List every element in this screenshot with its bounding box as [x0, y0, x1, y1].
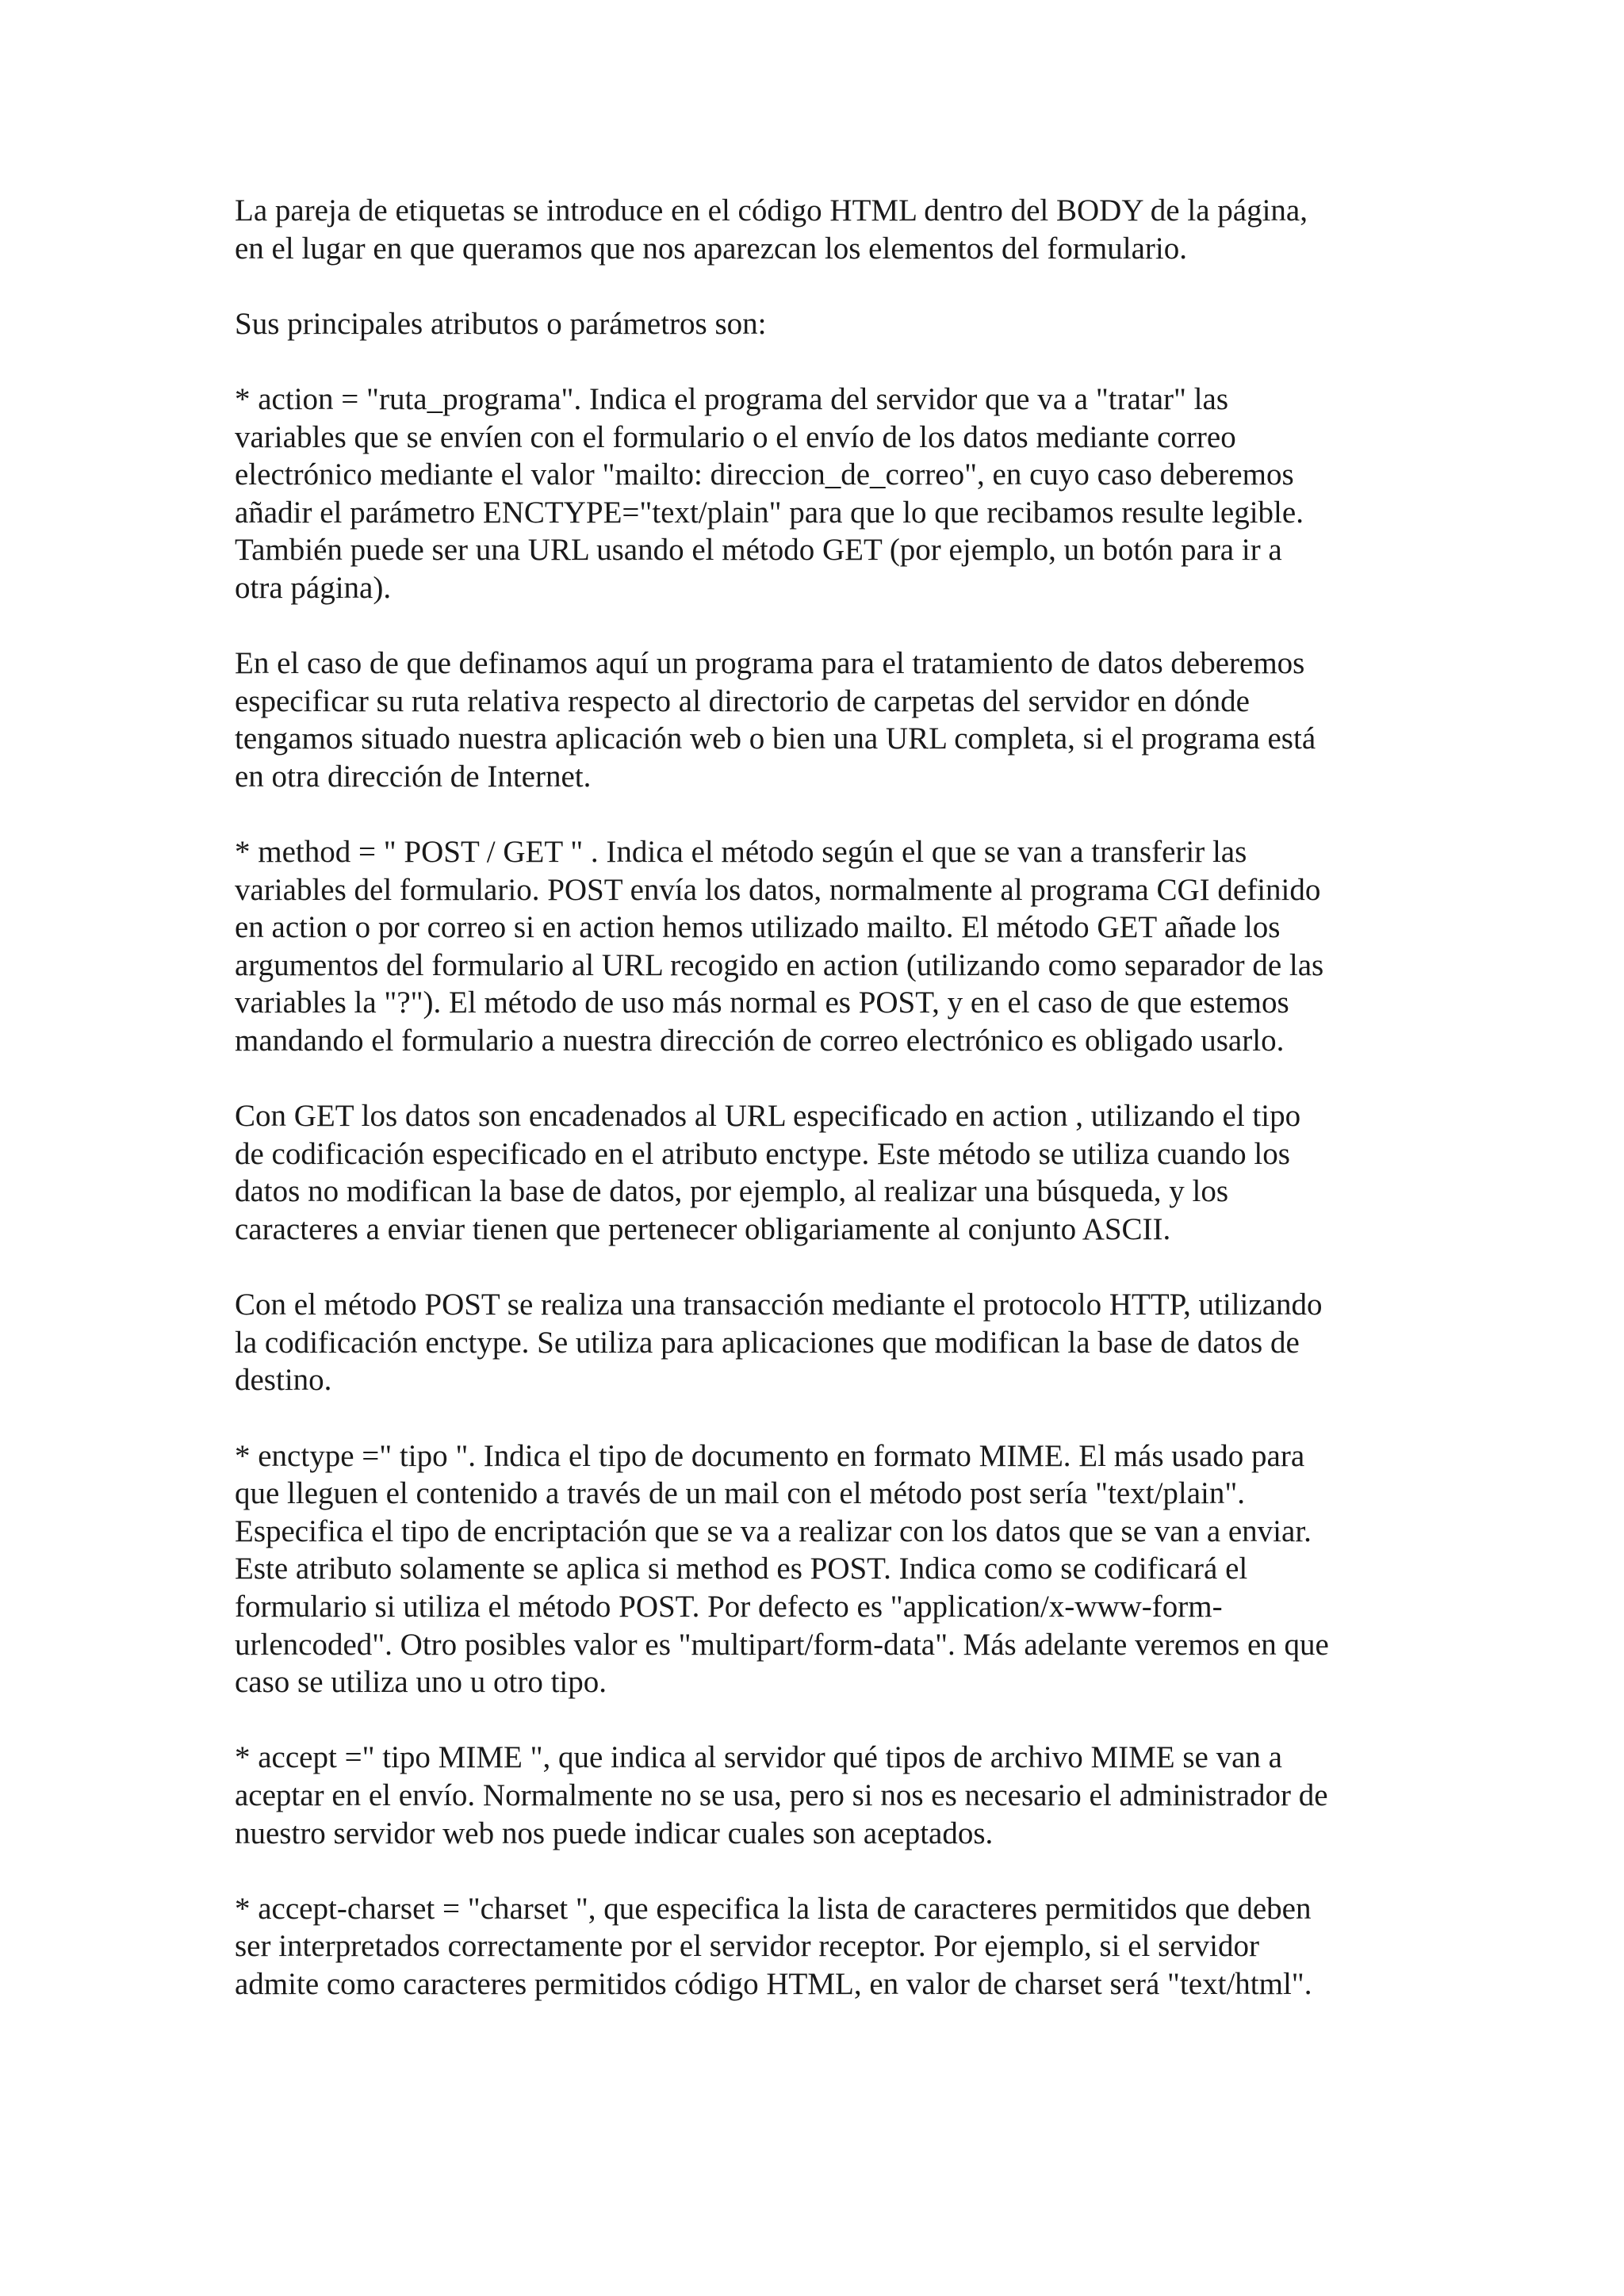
paragraph [235, 1739, 1424, 1852]
paragraph-line: Sus principales atributos o parámetros son: [235, 306, 767, 341]
paragraph-line: Con GET los datos son encadenados al URL especificado en action , utilizando el tipo [235, 1099, 1301, 1134]
paragraph [235, 833, 1424, 1060]
paragraph-line: * enctype =" tipo ". Indica el tipo de documento en formato MIME. El más usado para [235, 1438, 1305, 1473]
paragraph-line: En el caso de que definamos aquí un programa para el tratamiento de datos deberemos [235, 646, 1305, 681]
paragraph-line: en action o por correo si en action hemos utilizado mailto. El método GET añade los [235, 910, 1281, 945]
paragraph-line: en el lugar en que queramos que nos aparezcan los elementos del formulario. [235, 231, 1187, 266]
paragraph-line: que lleguen el contenido a través de un mail con el método post sería "text/plain". [235, 1476, 1246, 1511]
paragraph-line: de codificación especificado en el atributo enctype. Este método se utiliza cuando los [235, 1136, 1290, 1171]
paragraph-line: variables la "?"). El método de uso más normal es POST, y en el caso de que estemos [235, 985, 1289, 1020]
paragraph [235, 645, 1424, 795]
paragraph-line: datos no modifican la base de datos, por ejemplo, al realizar una búsqueda, y los [235, 1174, 1229, 1209]
paragraph-line: nuestro servidor web nos puede indicar cuales son aceptados. [235, 1816, 994, 1850]
paragraph-line: variables del formulario. POST envía los datos, normalmente al programa CGI definido [235, 872, 1321, 907]
paragraph-line: La pareja de etiquetas se introduce en el código HTML dentro del BODY de la página, [235, 193, 1308, 228]
paragraph [235, 192, 1424, 267]
paragraph-line: formulario si utiliza el método POST. Por defecto es "application/x-www-form- [235, 1589, 1223, 1624]
paragraph-line: * method = " POST / GET " . Indica el método según el que se van a transferir las [235, 835, 1247, 870]
paragraph-line: destino. [235, 1363, 332, 1398]
paragraph-line: la codificación enctype. Se utiliza para aplicaciones que modifican la base de datos de [235, 1325, 1300, 1360]
paragraph-line: argumentos del formulario al URL recogido en action (utilizando como separador de las [235, 947, 1324, 982]
paragraph [235, 1437, 1424, 1701]
paragraph-line: * accept-charset = "charset ", que especifica la lista de caracteres permitidos que deben [235, 1891, 1312, 1926]
paragraph-line: mandando el formulario a nuestra dirección de correo electrónico es obligado usarlo. [235, 1024, 1285, 1058]
paragraph-line: caracteres a enviar tienen que pertenecer obligariamente al conjunto ASCII. [235, 1212, 1171, 1247]
paragraph-line: caso se utiliza uno u otro tipo. [235, 1665, 607, 1700]
paragraph-line: ser interpretados correctamente por el servidor receptor. Por ejemplo, si el servidor [235, 1929, 1259, 1964]
paragraph-line: aceptar en el envío. Normalmente no se usa, pero si nos es necesario el administrador de [235, 1777, 1328, 1812]
paragraph-line: Especifica el tipo de encriptación que se va a realizar con los datos que se van a enviar. [235, 1513, 1312, 1548]
document-body [235, 192, 1424, 2041]
paragraph-line: También puede ser una URL usando el método GET (por ejemplo, un botón para ir a [235, 533, 1282, 568]
paragraph-line: admite como caracteres permitidos código HTML, en valor de charset será "text/html". [235, 1966, 1312, 2001]
paragraph-line: urlencoded". Otro posibles valor es "multipart/form-data". Más adelante veremos en que [235, 1627, 1329, 1662]
paragraph-line: * accept =" tipo MIME ", que indica al servidor qué tipos de archivo MIME se van a [235, 1740, 1282, 1775]
paragraph-line: especificar su ruta relativa respecto al directorio de carpetas del servidor en dónde [235, 683, 1250, 718]
paragraph [235, 305, 1424, 343]
paragraph [235, 381, 1424, 607]
paragraph-line: Este atributo solamente se aplica si method es POST. Indica como se codificará el [235, 1552, 1248, 1586]
paragraph-line: * action = "ruta_programa". Indica el programa del servidor que va a "tratar" las [235, 381, 1229, 416]
paragraph-line: electrónico mediante el valor "mailto: direccion_de_correo", en cuyo caso deberemos [235, 457, 1294, 492]
paragraph-line: variables que se envíen con el formulario o el envío de los datos mediante correo [235, 419, 1236, 454]
paragraph [235, 1890, 1424, 2003]
paragraph [235, 1097, 1424, 1248]
paragraph-line: en otra dirección de Internet. [235, 759, 592, 794]
paragraph-line: tengamos situado nuestra aplicación web o bien una URL completa, si el programa está [235, 721, 1316, 756]
paragraph [235, 1286, 1424, 1399]
paragraph-line: añadir el parámetro ENCTYPE="text/plain" para que lo que recibamos resulte legible. [235, 495, 1304, 530]
paragraph-line: Con el método POST se realiza una transacción mediante el protocolo HTTP, utilizando [235, 1288, 1323, 1322]
paragraph-line: otra página). [235, 570, 392, 605]
